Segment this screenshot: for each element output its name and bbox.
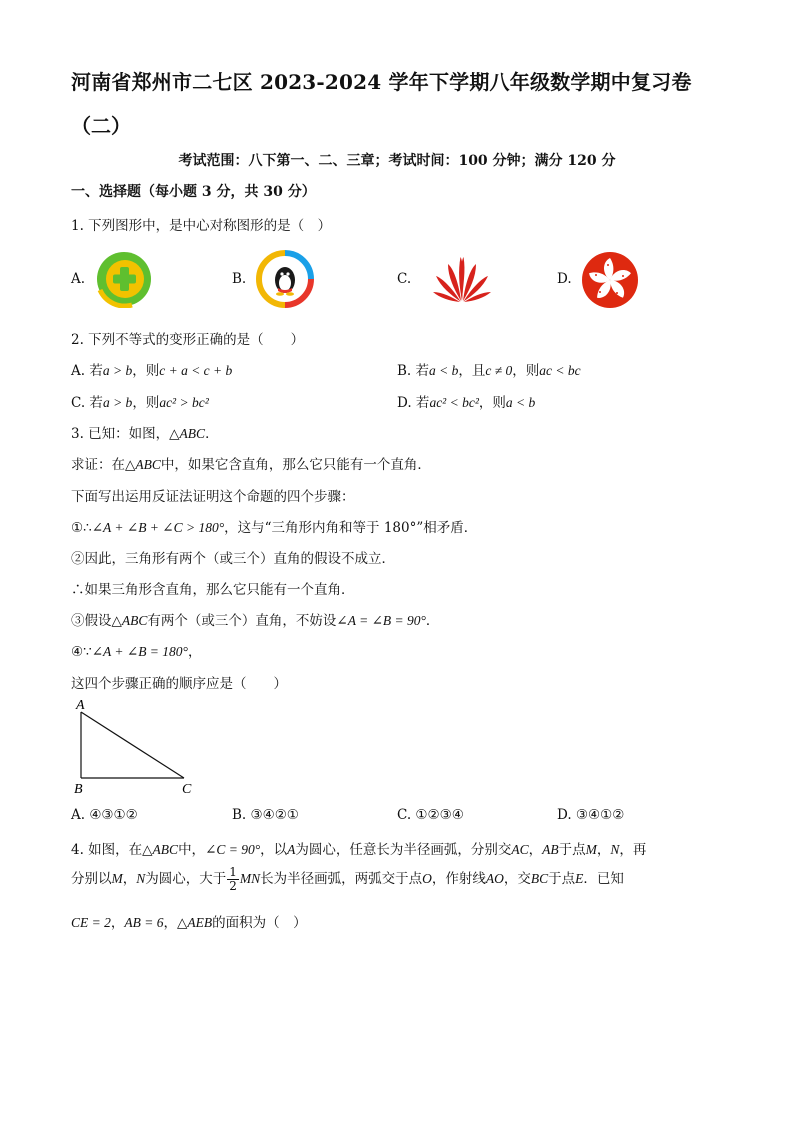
q2-option-b-condition-2: c ≠ 0 <box>485 363 513 378</box>
q3-option-c: C. ①②③④ <box>397 807 464 823</box>
q2-option-a-condition: a > b <box>102 363 133 378</box>
q4-math: BC <box>530 871 549 886</box>
q4-text: 4. 如图，在 <box>71 842 143 858</box>
q2-option-b-result: ac < bc <box>539 363 581 378</box>
q4-math: O <box>422 871 432 886</box>
q3-step-1 <box>71 516 477 536</box>
q4-text: ， <box>528 842 543 858</box>
q4-math: N <box>136 871 146 886</box>
q2-option-c <box>71 391 209 411</box>
q4-math: N <box>610 842 620 857</box>
question-4-line-2 <box>71 866 624 893</box>
q1-option-c-label: C. <box>397 271 412 287</box>
q4-math: M <box>111 871 123 886</box>
q3-stem-math: △ABC <box>169 426 206 441</box>
fraction-denominator: 2 <box>229 879 237 893</box>
q3-step-1-prefix: ①∴ <box>71 520 92 536</box>
q3-intro: 下面写出运用反证法证明这个命题的四个步骤： <box>71 489 355 505</box>
q4-text: ， <box>596 842 611 858</box>
q4-math: AB <box>542 842 559 857</box>
q2-option-c-result: ac² > bc² <box>159 395 209 410</box>
q2-option-b-prefix: B. 若 <box>397 363 430 379</box>
vertex-b-label: B <box>74 782 83 796</box>
q3-prove-math: △ABC <box>125 457 161 472</box>
q3-step-2: ②因此，三角形有两个（或三个）直角的假设不成立． <box>71 551 395 567</box>
q2-option-a <box>71 359 232 379</box>
q4-math: M <box>585 842 597 857</box>
q3-step-1-text: ，这与“三角形内角和等于 180°”相矛盾． <box>224 520 478 536</box>
q3-prove-line <box>71 453 431 473</box>
q4-text: ，以 <box>260 842 288 858</box>
q4-text: 的面积为（ ） <box>212 915 307 931</box>
q4-text: 于点 <box>548 871 576 887</box>
q4-text: 为圆心，任意长为半径画弧，分别交 <box>295 842 512 858</box>
q2-option-d-result: a < b <box>505 395 536 410</box>
q3-stem-end: ． <box>205 426 219 442</box>
q3-step-3-math-2: ∠A = ∠B = 90° <box>336 613 426 628</box>
q2-option-b <box>397 359 581 379</box>
q4-math: CE = 2 <box>71 915 111 930</box>
q3-step-3-end: ． <box>425 613 440 629</box>
q3-step-3-prefix: ③假设 <box>71 613 112 629</box>
qq-news-logo-icon <box>256 250 314 312</box>
question-2-stem: 2. 下列不等式的变形正确的是（ ） <box>71 332 305 348</box>
q3-prove-text: 求证：在 <box>71 457 125 473</box>
huawei-logo-icon <box>432 255 492 307</box>
q4-math: AC <box>511 842 529 857</box>
q2-option-a-then: ，则 <box>132 363 160 379</box>
q3-step-4-math: ∠A + ∠B = 180° <box>91 644 188 659</box>
q4-math: E <box>575 871 584 886</box>
q1-option-b-label: B. <box>232 271 247 287</box>
question-4-line-3 <box>71 911 307 931</box>
q3-step-4-prefix: ④∵ <box>71 644 92 660</box>
q3-step-1-math: ∠A + ∠B + ∠C > 180° <box>91 520 225 535</box>
q3-step-3-math: △ABC <box>111 613 148 628</box>
q3-option-a: A. ④③①② <box>71 807 138 823</box>
q4-math: AO <box>485 871 504 886</box>
q2-option-d-then: ，则 <box>478 395 506 411</box>
q2-option-b-then: ，则 <box>512 363 540 379</box>
question-1-stem: 1. 下列图形中，是中心对称图形的是（ ） <box>71 218 332 234</box>
q3-prove-text-2: 中，如果它含直角，那么它只能有一个直角． <box>160 457 431 473</box>
exam-title: 河南省郑州市二七区 2023-2024 学年下学期八年级数学期中复习卷 <box>71 70 692 94</box>
q4-text: ，再 <box>619 842 647 858</box>
q3-option-b: B. ③④②① <box>232 807 299 823</box>
q4-text: 于点 <box>558 842 586 858</box>
q3-conclusion: ∴如果三角形含直角，那么它只能有一个直角． <box>71 582 355 598</box>
q2-option-d <box>397 391 535 411</box>
q3-question: 这四个步骤正确的顺序应是（ ） <box>71 676 287 692</box>
q2-option-d-prefix: D. 若 <box>397 395 430 411</box>
q4-text: ．已知 <box>583 871 624 887</box>
q4-math: △AEB <box>176 915 213 930</box>
q2-option-a-prefix: A. 若 <box>71 363 103 379</box>
triangle-abc-figure <box>70 696 200 800</box>
q4-text: ， <box>163 915 177 931</box>
q4-text: ， <box>110 915 125 931</box>
question-3-stem <box>71 422 219 442</box>
q3-option-d: D. ③④①② <box>557 807 625 823</box>
q4-text: 分别以 <box>71 871 112 887</box>
q1-option-d-label: D. <box>557 271 572 287</box>
q4-math: MN <box>239 871 261 886</box>
q2-option-c-then: ，则 <box>132 395 160 411</box>
q4-math: △ABC <box>142 842 179 857</box>
q2-option-c-condition: a > b <box>102 395 133 410</box>
q1-option-a-label: A. <box>71 271 86 287</box>
fraction-one-half <box>227 866 239 893</box>
q2-option-b-condition: a < b <box>429 363 459 378</box>
vertex-c-label: C <box>182 782 192 796</box>
fraction-numerator: 1 <box>229 865 237 879</box>
side-ac <box>81 712 184 778</box>
q3-step-3 <box>71 609 439 629</box>
q3-step-4-end: ， <box>187 644 202 660</box>
question-4-line-1 <box>71 838 646 858</box>
q3-step-3-text: 有两个（或三个）直角，不妨设 <box>147 613 337 629</box>
q4-text: ， <box>122 871 137 887</box>
vertex-a-label: A <box>76 698 85 713</box>
q4-text: ，交 <box>503 871 531 887</box>
q2-option-d-condition: ac² < bc² <box>429 395 479 410</box>
section-heading: 一、选择题（每小题 3 分，共 30 分） <box>71 184 316 200</box>
q4-math: A <box>287 842 296 857</box>
q3-step-4 <box>71 640 201 660</box>
q2-option-c-prefix: C. 若 <box>71 395 103 411</box>
360-plus-logo-icon <box>94 250 154 312</box>
exam-title-part: （二） <box>71 114 131 138</box>
q4-text: ，作射线 <box>431 871 486 887</box>
q2-option-a-result: c + a < c + b <box>159 363 233 378</box>
q4-text: 中， <box>178 842 206 858</box>
bauhinia-flag-icon <box>581 251 639 313</box>
q3-stem-text: 3. 已知：如图， <box>71 426 170 442</box>
q4-text: 长为半径画弧，两弧交于点 <box>260 871 423 887</box>
q2-option-b-and: ，且 <box>458 363 486 379</box>
q4-math: AB = 6 <box>124 915 164 930</box>
exam-info: 考试范围：八下第一、二、三章；考试时间：100 分钟；满分 120 分 <box>178 153 616 169</box>
q4-text: 为圆心，大于 <box>145 871 227 887</box>
q4-math: ∠C = 90° <box>205 842 261 857</box>
